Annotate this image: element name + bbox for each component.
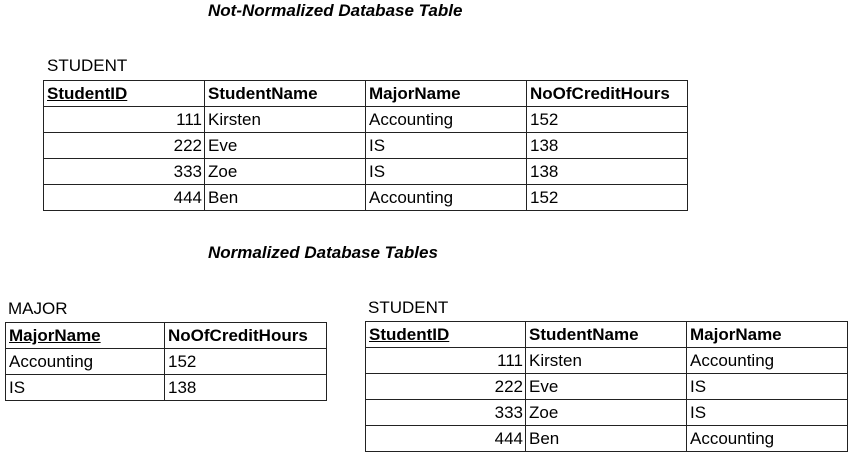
table-row [44, 107, 688, 133]
column-header-majorname: MajorName [687, 322, 848, 348]
cell-majorname: Accounting [687, 426, 848, 452]
cell-studentname: Ben [205, 185, 366, 211]
table-row [6, 375, 327, 401]
cell-noofcredithours: 138 [527, 133, 688, 159]
column-header-noofcredithours: NoOfCreditHours [165, 323, 327, 349]
table-student-normalized [365, 321, 848, 452]
table-row [366, 348, 848, 374]
cell-studentname: Ben [526, 426, 687, 452]
cell-noofcredithours: 152 [527, 185, 688, 211]
column-header-majorname: MajorName [6, 323, 165, 349]
table-header-row [366, 322, 848, 348]
cell-studentname: Zoe [205, 159, 366, 185]
table-caption-student-normalized: STUDENT [368, 298, 449, 317]
column-header-studentid: StudentID [366, 322, 526, 348]
table-row [44, 133, 688, 159]
cell-majorname: IS [687, 400, 848, 426]
cell-studentname: Zoe [526, 400, 687, 426]
cell-studentid: 444 [44, 185, 205, 211]
column-header-studentid: StudentID [44, 81, 205, 107]
cell-majorname: Accounting [366, 107, 527, 133]
table-row [44, 159, 688, 185]
cell-studentid: 222 [44, 133, 205, 159]
table-row [366, 374, 848, 400]
table-row [44, 185, 688, 211]
column-header-studentname: StudentName [205, 81, 366, 107]
cell-majorname: Accounting [6, 349, 165, 375]
cell-noofcredithours: 152 [165, 349, 327, 375]
cell-majorname: Accounting [687, 348, 848, 374]
cell-studentid: 333 [366, 400, 526, 426]
cell-majorname: IS [687, 374, 848, 400]
cell-noofcredithours: 138 [165, 375, 327, 401]
column-header-noofcredithours: NoOfCreditHours [527, 81, 688, 107]
cell-noofcredithours: 138 [527, 159, 688, 185]
heading-normalized: Normalized Database Tables [208, 243, 438, 262]
cell-studentid: 333 [44, 159, 205, 185]
table-caption-major: MAJOR [8, 299, 68, 318]
cell-studentname: Kirsten [526, 348, 687, 374]
table-header-row [44, 81, 688, 107]
heading-not-normalized: Not-Normalized Database Table [208, 1, 463, 20]
table-row [6, 349, 327, 375]
table-header-row [6, 323, 327, 349]
cell-studentid: 222 [366, 374, 526, 400]
table-major [5, 322, 327, 401]
table-row [366, 400, 848, 426]
cell-noofcredithours: 152 [527, 107, 688, 133]
cell-majorname: IS [366, 133, 527, 159]
table-caption-student-unnormalized: STUDENT [47, 56, 128, 75]
cell-studentid: 111 [366, 348, 526, 374]
cell-majorname: IS [366, 159, 527, 185]
cell-studentid: 111 [44, 107, 205, 133]
column-header-studentname: StudentName [526, 322, 687, 348]
column-header-majorname: MajorName [366, 81, 527, 107]
cell-studentname: Eve [205, 133, 366, 159]
cell-studentname: Eve [526, 374, 687, 400]
cell-majorname: IS [6, 375, 165, 401]
cell-studentname: Kirsten [205, 107, 366, 133]
cell-studentid: 444 [366, 426, 526, 452]
table-student-unnormalized [43, 80, 688, 211]
cell-majorname: Accounting [366, 185, 527, 211]
table-row [366, 426, 848, 452]
